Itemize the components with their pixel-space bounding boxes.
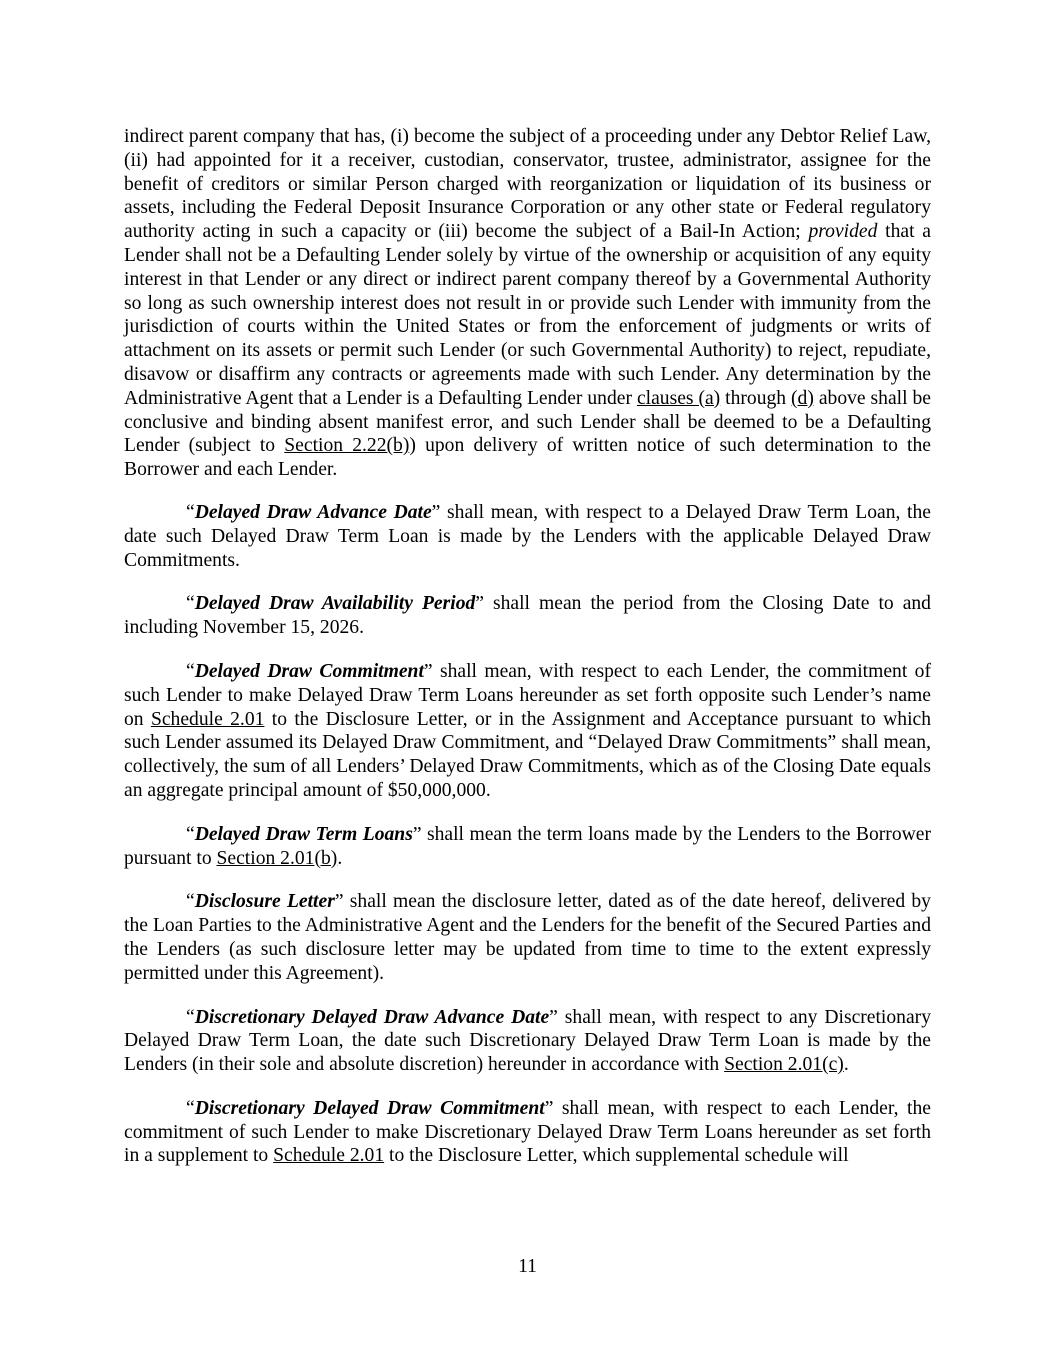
body-text: “ bbox=[186, 593, 195, 615]
defined-term: Delayed Draw Advance Date bbox=[194, 501, 432, 523]
body-text: ” shall mean, with respect to each Lender, the commitment of such Lender to make Discretionary Delayed Draw Term Loans hereunder as set forth in a supplement to bbox=[124, 1097, 931, 1167]
body-text: . bbox=[337, 847, 343, 869]
definition-paragraph bbox=[124, 1006, 931, 1077]
document-body bbox=[124, 125, 931, 1188]
body-text: ) upon delivery of written notice of such determination to the Borrower and each Lender. bbox=[124, 435, 931, 481]
body-text: ” shall mean the term loans made by the Lenders to the Borrower pursuant to bbox=[124, 823, 931, 869]
body-text: “ bbox=[186, 501, 195, 523]
cross-reference: (d) bbox=[791, 387, 814, 409]
cross-reference: Section 2.01(c) bbox=[724, 1054, 844, 1076]
definition-paragraph bbox=[124, 1097, 931, 1168]
body-text: above shall be conclusive and binding absent manifest error, and such Lender shall be deemed to be a Defaulting Lender (subject to bbox=[124, 387, 931, 457]
defined-term: Disclosure Letter bbox=[194, 891, 335, 913]
body-text: ” shall mean the period from the Closing Date to and including November 15, 2026. bbox=[124, 593, 931, 639]
body-text: that a Lender shall not be a Defaulting Lender solely by virtue of the ownership or acquisition of any equity interest in that Lender or any direct or indirect parent company thereof by a Governmental Authority so long as such ownership interest does not result in or provide such Lender with immunity from the jurisdiction of courts within the United States or from the enforcement of judgments or writs of attachment on its assets or permit such Lender (or such Governmental Authority) to reject, repudiate, disavow or disaffirm any contracts or agreements made with such Lender. Any determination by the Administrative Agent that a Lender is a Defaulting Lender under bbox=[124, 221, 931, 409]
definition-paragraph bbox=[124, 890, 931, 985]
page-number: 11 bbox=[518, 1256, 537, 1277]
body-text: “ bbox=[186, 1097, 195, 1119]
definition-paragraph bbox=[124, 501, 931, 572]
defined-term: Delayed Draw Availability Period bbox=[194, 593, 476, 615]
cross-reference: Schedule 2.01 bbox=[150, 708, 265, 730]
body-text: to the Disclosure Letter, which supplemental schedule will bbox=[384, 1145, 849, 1167]
defined-term: Delayed Draw Commitment bbox=[194, 660, 424, 682]
body-text: to the Disclosure Letter, or in the Assignment and Acceptance pursuant to which such Lender assumed its Delayed Draw Commitment, and “Delayed Draw Commitments” shall mean, collectively, the sum of all Lenders’ Delayed Draw Commitments, which as of the Closing Date equals an aggregate principal amount of $50,000,000. bbox=[124, 708, 932, 801]
defined-term: Discretionary Delayed Draw Commitment bbox=[194, 1097, 545, 1119]
body-text: through bbox=[720, 387, 792, 409]
defined-term: Discretionary Delayed Draw Advance Date bbox=[194, 1006, 550, 1028]
body-text: . bbox=[843, 1054, 849, 1076]
body-text: ” shall mean, with respect to a Delayed Draw Term Loan, the date such Delayed Draw Term Loan is made by the Lenders with the applicable Delayed Draw Commitments. bbox=[124, 501, 931, 571]
italic-text: provided bbox=[808, 221, 878, 243]
body-text: indirect parent company that has, (i) become the subject of a proceeding under any Debtor Relief Law, (ii) had appointed for it a receiver, custodian, conservator, trustee, administrator, assignee for the benefit of creditors or similar Person charged with reorganization or liquidation of its business or assets, including the Federal Deposit Insurance Corporation or any other state or Federal regulatory authority acting in such a capacity or (iii) become the subject of a Bail-In Action; bbox=[124, 126, 931, 243]
definition-paragraph bbox=[124, 823, 931, 871]
body-text: “ bbox=[186, 660, 195, 682]
body-text: “ bbox=[186, 891, 195, 913]
body-text: ” shall mean the disclosure letter, dated as of the date hereof, delivered by the Loan Parties to the Administrative Agent and the Lenders for the benefit of the Secured Parties and the Lenders (as such disclosure letter may be updated from time to time to the extent expressly permitted under this Agreement). bbox=[124, 891, 931, 984]
cross-reference: clauses (a) bbox=[636, 387, 721, 409]
body-text: “ bbox=[186, 823, 195, 845]
definition-paragraph bbox=[124, 660, 931, 803]
cross-reference: Section 2.01(b) bbox=[216, 847, 338, 869]
body-text: ” shall mean, with respect to each Lender, the commitment of such Lender to make Delayed Draw Term Loans hereunder as set forth opposite such Lender’s name on bbox=[124, 660, 931, 730]
continuation-paragraph bbox=[124, 125, 931, 482]
definition-paragraph bbox=[124, 592, 931, 640]
body-text: ” shall mean, with respect to any Discretionary Delayed Draw Term Loan, the date such Discretionary Delayed Draw Term Loan is made by the Lenders (in their sole and absolute discretion) hereunder in accordance with bbox=[124, 1006, 931, 1076]
body-text: “ bbox=[186, 1006, 195, 1028]
cross-reference: Schedule 2.01 bbox=[273, 1145, 385, 1167]
cross-reference: Section 2.22(b) bbox=[284, 435, 410, 457]
defined-term: Delayed Draw Term Loans bbox=[194, 823, 413, 845]
